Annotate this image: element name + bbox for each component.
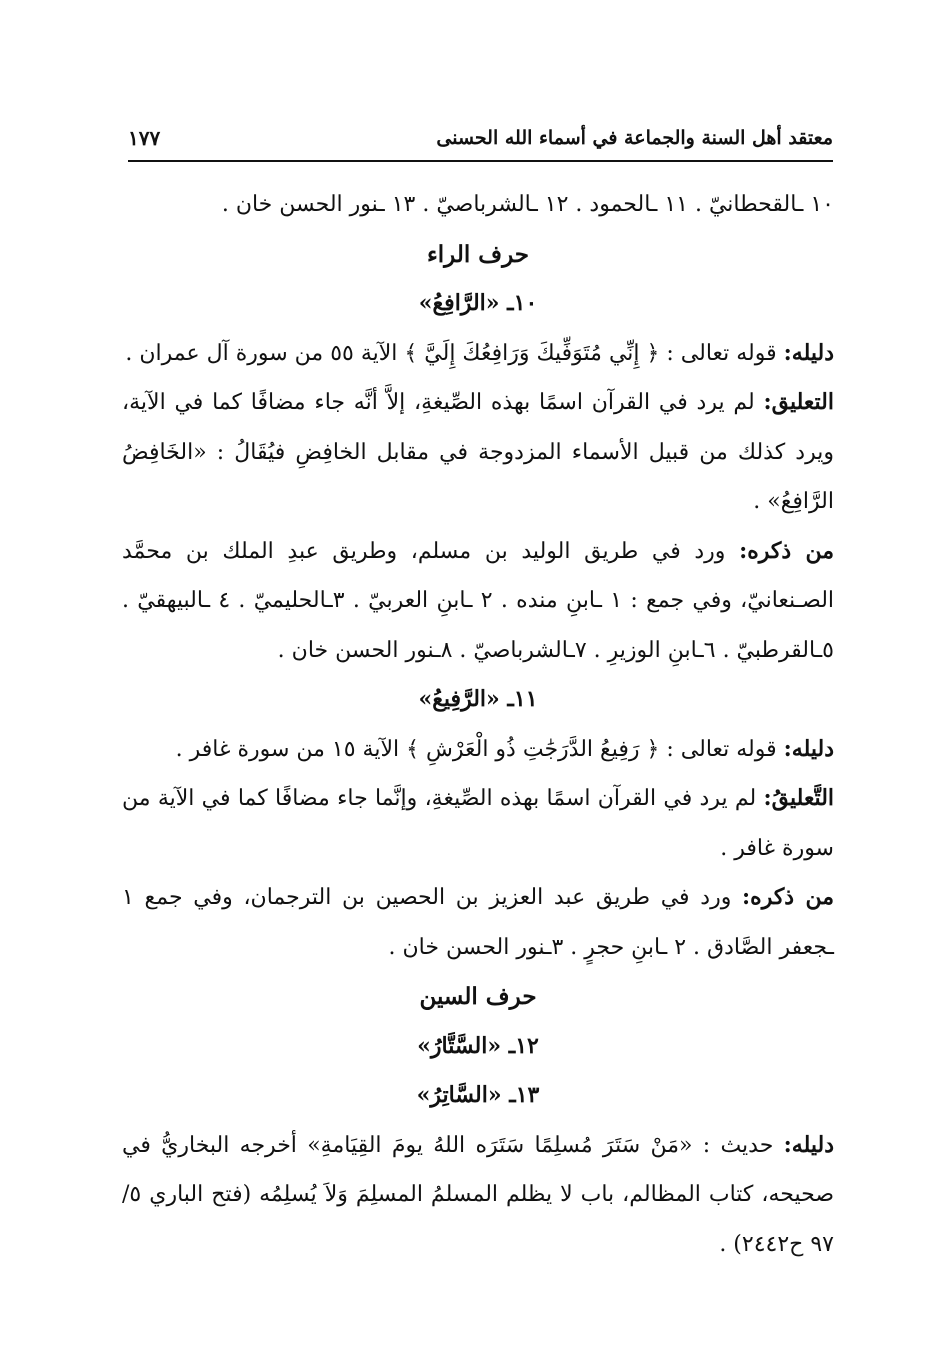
page-header — [128, 118, 833, 158]
entry-heading-al-sattar: ١٢ـ «السَّتَّارُ» — [417, 1032, 539, 1059]
paragraph-label: من ذكره: — [742, 884, 835, 910]
paragraph-text: قوله تعالى : ﴿ إِنِّي مُتَوَفِّيكَ وَرَافِعُكَ إِلَيَّ ﴾ الآية ٥٥ من سورة آل عمران . — [125, 340, 777, 366]
paragraph-text: ورد في طريق الوليد بن مسلم، وطريق عبدِ الملك بن محمَّد الصـنعانيّ، وفي جمع : ١ ـابنِ منده . ٢ ـابنِ العربيّ . ٣ـالحليميّ . ٤ ـالبيهقيّ . ٥ـالقرطبيّ . ٦ـابنِ الوزيرِ . ٧ـالشرباصيّ . ٨ـنور الحسن خان . — [122, 538, 835, 663]
mentioned-by-paragraph — [122, 873, 834, 972]
page-body — [122, 180, 834, 1269]
section-heading-raa: حرف الراء — [426, 240, 530, 268]
paragraph-label: دليله: — [783, 1131, 834, 1158]
header-rule — [128, 160, 833, 162]
entry-heading-al-rafi: ١٠ـ «الرَّافِعُ» — [418, 290, 538, 316]
commentary-paragraph — [122, 378, 834, 527]
paragraph-label: من ذكره: — [739, 537, 834, 564]
paragraph-text: ورد في طريق عبد العزيز بن الحصين بن الترجمان، وفي جمع ١ ـجعفر الصَّادق . ٢ ـابنِ حجرٍ . ٣ـنور الحسن خان . — [122, 885, 834, 960]
section-heading-seen: حرف السين — [419, 983, 537, 1010]
evidence-paragraph — [122, 329, 834, 379]
mentioned-by-paragraph — [122, 527, 834, 676]
entry-heading-al-satir: ١٣ـ «السَّاتِرُ» — [416, 1082, 540, 1108]
evidence-paragraph — [122, 1121, 834, 1270]
continuation-line: ١٠ ـالقحطانيّ . ١١ ـالحمود . ١٢ ـالشرباصيّ . ١٣ ـنور الحسن خان . — [221, 192, 834, 217]
paragraph-label: التَّعليقُ: — [763, 785, 835, 811]
paragraph-label: دليله: — [783, 735, 834, 762]
paragraph-text: قوله تعالى : ﴿ رَفِيعُ الدَّرَجَٰتِ ذُو الْعَرْشِ ﴾ الآية ١٥ من سورة غافر . — [175, 736, 777, 762]
evidence-paragraph — [122, 725, 834, 775]
commentary-paragraph — [122, 774, 834, 873]
paragraph-text: لم يرد في القرآن اسمًا بهذه الصِّيغةِ، إلاَّ أنَّه جاء مضافًا كما في الآية، ويرد كذلك من قبيل الأسماء المزدوجة في مقابل الخافِضِ فيُقَالُ : «الخَافِضُ الرَّافِعُ» . — [122, 390, 834, 514]
entry-heading-al-rafi-2: ١١ـ «الرَّفِيعُ» — [418, 686, 538, 712]
paragraph-text: حديث : «مَنْ سَتَرَ مُسلِمًا سَتَرَه اللهُ يومَ القِيَامةِ» أخرجه البخاريُّ في صحيحه، كتاب المظالم، باب لا يظلم المسلمُ المسلِمَ وَلاَ يُسلِمُه (فتح الباري ٥/ ٩٧ ح٢٤٤٢) . — [122, 1132, 834, 1257]
page-number: ١٧٧ — [128, 126, 161, 150]
paragraph-text: لم يرد في القرآن اسمًا بهذه الصِّيغةِ، وإنَّما جاء مضافًا كما في الآية من سورة غافر . — [122, 786, 834, 861]
paragraph-label: التعليق: — [763, 389, 834, 415]
paragraph-label: دليله: — [783, 339, 834, 366]
running-title: معتقد أهل السنة والجماعة في أسماء الله الحسنى — [436, 127, 833, 149]
